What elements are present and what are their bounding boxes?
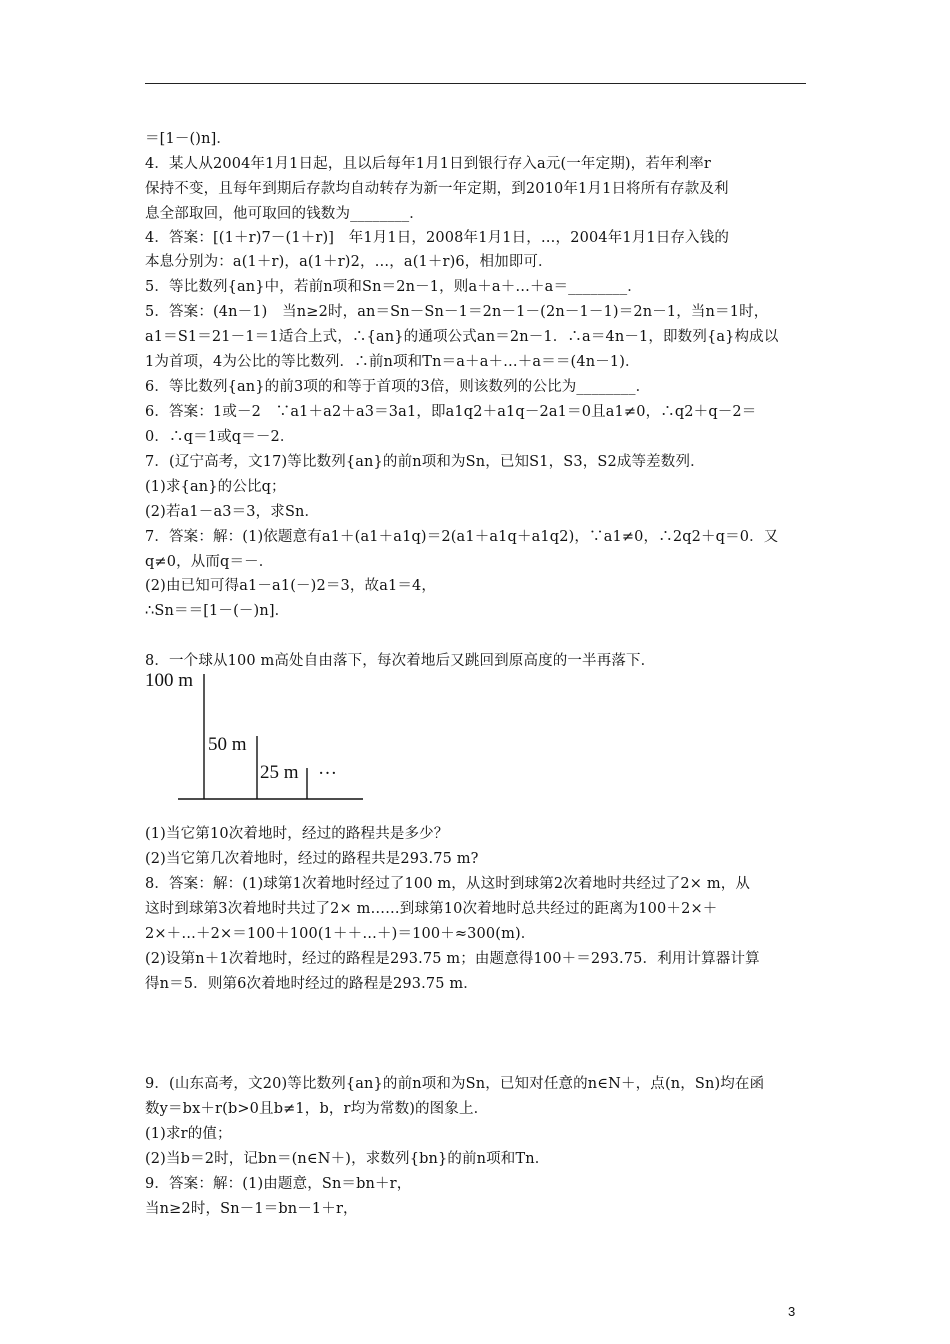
text-line: 6．答案：1或－2 ∵a1＋a2＋a3＝3a1，即a1q2＋a1q－2a1＝0且a1≠0，∴q2＋q－2＝: [145, 404, 757, 420]
text-line: (2)由已知可得a1－a1(－)2＝3，故a1＝4，: [145, 578, 437, 594]
text-line: 得n＝5．则第6次着地时经过的路程是293.75 m．: [145, 976, 478, 992]
text-line: ∴Sn＝＝[1－(－)n]．: [145, 603, 290, 619]
text-line: 0．∴q＝1或q＝－2．: [145, 429, 295, 445]
text-line: 2×＋…＋2×＝100＋100(1＋＋…＋)＝100＋≈300(m)．: [145, 926, 536, 942]
text-line: q≠0，从而q＝－．: [145, 554, 274, 570]
bouncing-ball-figure: [145, 668, 385, 808]
header-rule: [145, 83, 806, 84]
label-50m: 50 m: [208, 734, 247, 755]
text-line: ＝[1－()n]．: [145, 131, 232, 147]
text-line: (2)当b＝2时，记bn＝(n∈N＋)，求数列{bn}的前n项和Tn．: [145, 1151, 550, 1167]
text-line: 9．答案：解：(1)由题意，Sn＝bn＋r，: [145, 1176, 412, 1192]
text-line: a1＝S1＝21－1＝1适合上式，∴{an}的通项公式an＝2n－1．∴a＝4n－1，即数列{a}构成以: [145, 329, 779, 345]
page-number: 3: [788, 1304, 796, 1319]
text-line: 8．答案：解：(1)球第1次着地时经过了100 m，从这时到球第2次着地时共经过了2× m，从: [145, 876, 751, 892]
text-line: 5．等比数列{an}中，若前n项和Sn＝2n－1，则a＋a＋…＋a＝________．: [145, 279, 642, 295]
text-line: (2)当它第几次着地时，经过的路程共是293.75 m?: [145, 851, 479, 867]
label-ellipsis: …: [318, 758, 337, 779]
text-line: 当n≥2时，Sn－1＝bn－1＋r，: [145, 1201, 358, 1217]
text-line: 这时到球第3次着地时共过了2× m……到球第10次着地时总共经过的距离为100＋2×＋: [145, 901, 718, 917]
text-line: 息全部取回，他可取回的钱数为________．: [145, 206, 424, 222]
text-line: 5．答案：(4n－1) 当n≥2时，an＝Sn－Sn－1＝2n－1－(2n－1－1)＝2n－1，当n＝1时，: [145, 304, 769, 320]
text-line: 9．(山东高考，文20)等比数列{an}的前n项和为Sn，已知对任意的n∈N＋，点(n，Sn)均在函: [145, 1076, 765, 1092]
text-line: 本息分别为：a(1＋r)，a(1＋r)2，…，a(1＋r)6，相加即可．: [145, 254, 553, 270]
text-line: 1为首项，4为公比的等比数列．∴前n项和Tn＝a＋a＋…＋a＝＝(4n－1)．: [145, 354, 640, 370]
text-line: 8．一个球从100 m高处自由落下，每次着地后又跳回到原高度的一半再落下．: [145, 653, 656, 669]
text-line: 7．(辽宁高考，文17)等比数列{an}的前n项和为Sn，已知S1，S3，S2成等差数列．: [145, 454, 705, 470]
text-line: 4．某人从2004年1月1日起，且以后每年1月1日到银行存入a元(一年定期)，若年利率r: [145, 156, 712, 172]
label-25m: 25 m: [260, 762, 299, 783]
text-line: 数y＝bx＋r(b>0且b≠1，b，r均为常数)的图象上．: [145, 1101, 489, 1117]
text-line: 4．答案：[(1＋r)7－(1＋r)] 年1月1日，2008年1月1日，…，2004年1月1日存入钱的: [145, 230, 730, 246]
label-100m: 100 m: [145, 670, 194, 691]
text-line: (1)当它第10次着地时，经过的路程共是多少？: [145, 826, 449, 842]
text-line: (2)设第n＋1次着地时，经过的路程是293.75 m；由题意得100＋＝293.75．利用计算器计算: [145, 951, 760, 967]
text-line: 保持不变，且每年到期后存款均自动转存为新一年定期，到2010年1月1日将所有存款及利: [145, 181, 729, 197]
text-line: (2)若a1－a3＝3，求Sn．: [145, 504, 320, 520]
text-line: 6．等比数列{an}的前3项的和等于首项的3倍，则该数列的公比为________．: [145, 379, 651, 395]
text-line: 7．答案：解：(1)依题意有a1＋(a1＋a1q)＝2(a1＋a1q＋a1q2)，∵a1≠0，∴2q2＋q＝0．又: [145, 529, 779, 545]
text-line: (1)求r的值；: [145, 1126, 232, 1142]
text-line: (1)求{an}的公比q；: [145, 479, 286, 495]
